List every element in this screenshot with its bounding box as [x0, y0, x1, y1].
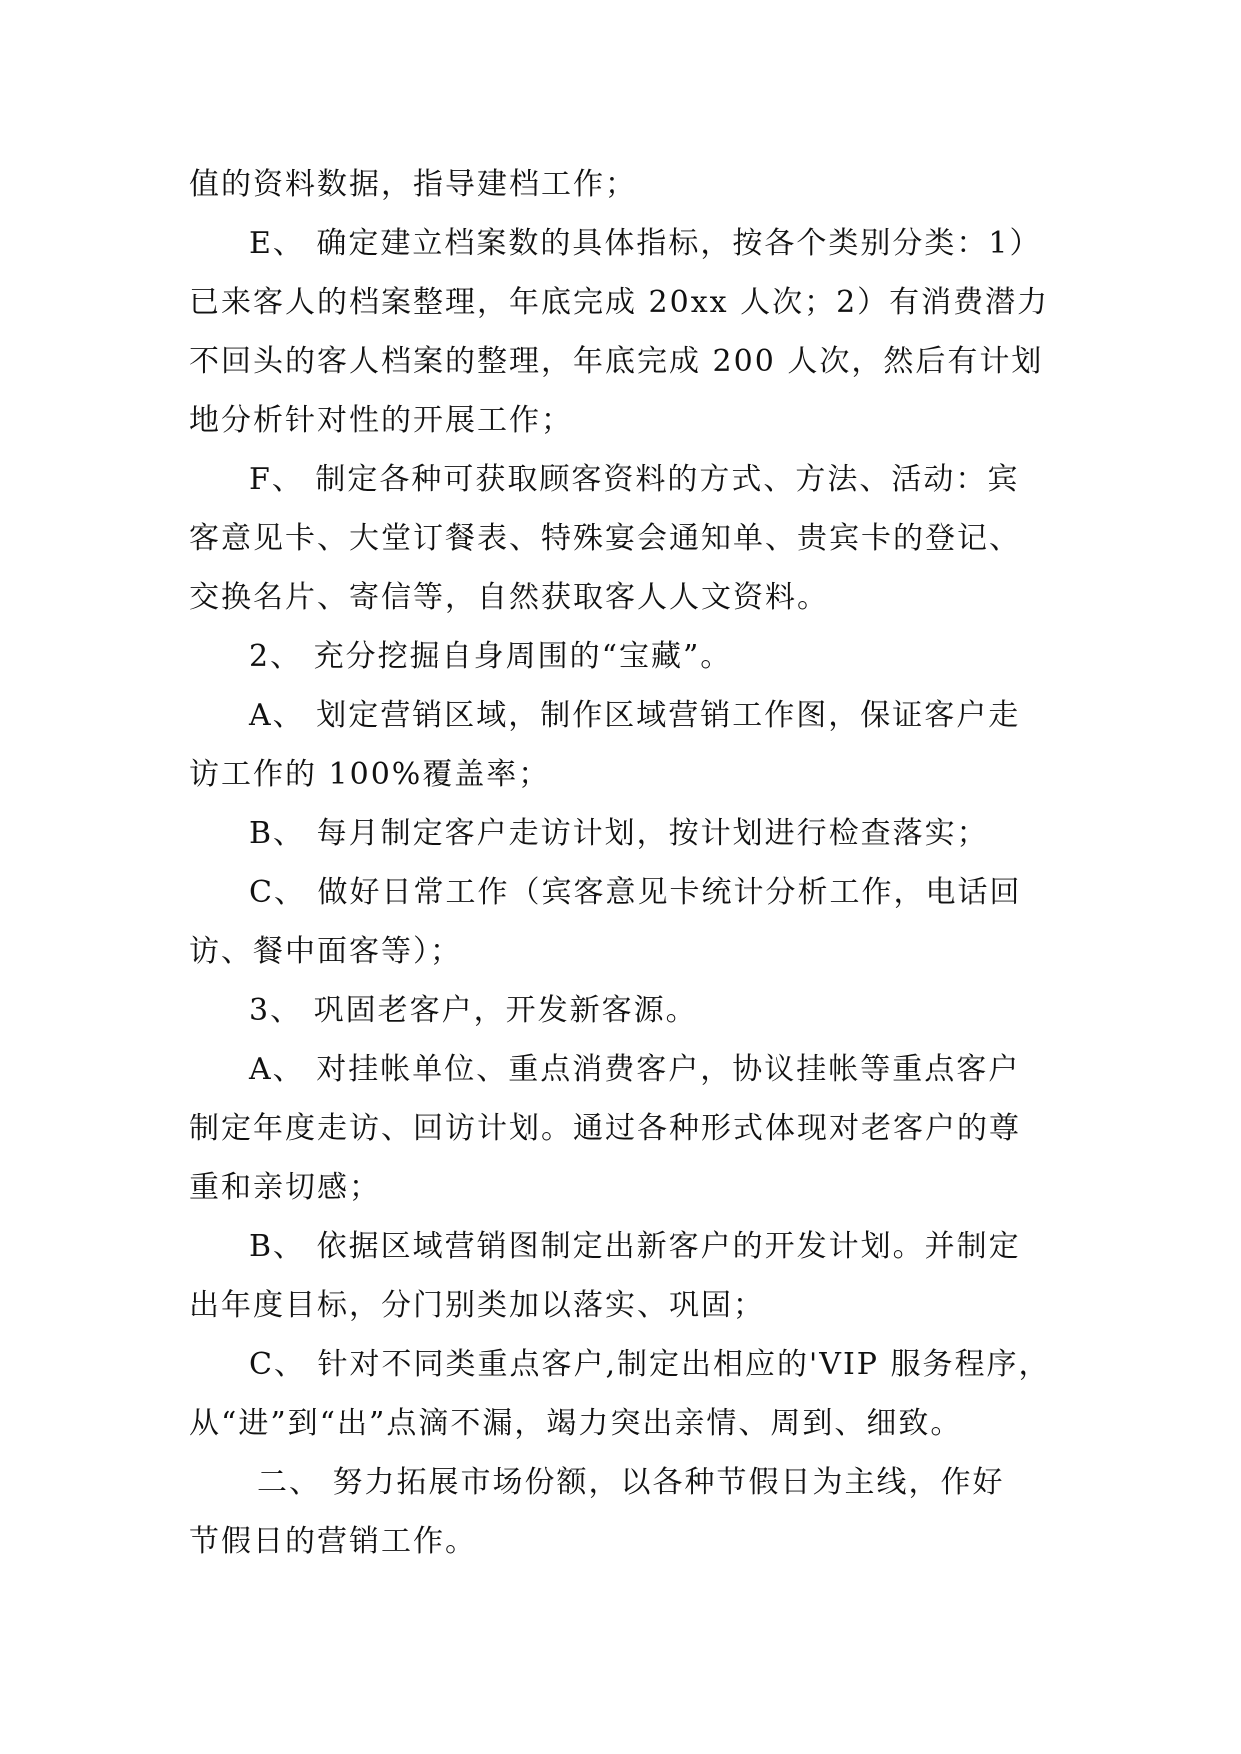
text-line: A、 划定营销区域，制作区域营销工作图，保证客户走	[249, 698, 1021, 733]
text-line: E、 确定建立档案数的具体指标，按各个类别分类：1）	[249, 226, 1042, 261]
text-line: 2、 充分挖掘自身周围的“宝藏”。	[249, 639, 733, 674]
text-line: B、 每月制定客户走访计划，按计划进行检查落实；	[249, 816, 989, 851]
text-line: 从“进”到“出”点滴不漏，竭力突出亲情、周到、细致。	[189, 1406, 963, 1441]
text-line: 二、 努力拓展市场份额，以各种节假日为主线，作好	[257, 1465, 1005, 1500]
text-line: 3、 巩固老客户，开发新客源。	[249, 993, 698, 1028]
text-line: 制定年度走访、回访计划。通过各种形式体现对老客户的尊	[189, 1111, 1021, 1146]
text-line: B、 依据区域营销图制定出新客户的开发计划。并制定	[249, 1229, 1021, 1264]
text-line: F、 制定各种可获取顾客资料的方式、方法、活动：宾	[249, 462, 1020, 497]
text-line: C、 针对不同类重点客户,制定出相应的'VIP 服务程序，	[249, 1347, 1051, 1382]
text-line: 节假日的营销工作。	[189, 1524, 477, 1559]
text-line: C、 做好日常工作（宾客意见卡统计分析工作，电话回	[249, 875, 1022, 910]
text-line: 访、餐中面客等）；	[189, 934, 462, 969]
document-body	[189, 155, 1069, 1571]
text-line: 访工作的 100%覆盖率；	[189, 757, 551, 792]
text-line: 出年度目标，分门别类加以落实、巩固；	[189, 1288, 765, 1323]
text-line: 交换名片、寄信等，自然获取客人人文资料。	[189, 580, 829, 615]
text-line: 已来客人的档案整理，年底完成 20xx 人次；2）有消费潜力	[189, 285, 1050, 320]
text-line: A、 对挂帐单位、重点消费客户，协议挂帐等重点客户	[249, 1052, 1021, 1087]
text-line: 客意见卡、大堂订餐表、特殊宴会通知单、贵宾卡的登记、	[189, 521, 1021, 556]
text-line: 值的资料数据，指导建档工作；	[189, 167, 637, 202]
text-line: 地分析针对性的开展工作；	[189, 403, 573, 438]
text-line: 重和亲切感；	[189, 1170, 381, 1205]
text-line: 不回头的客人档案的整理，年底完成 200 人次，然后有计划	[189, 344, 1044, 379]
